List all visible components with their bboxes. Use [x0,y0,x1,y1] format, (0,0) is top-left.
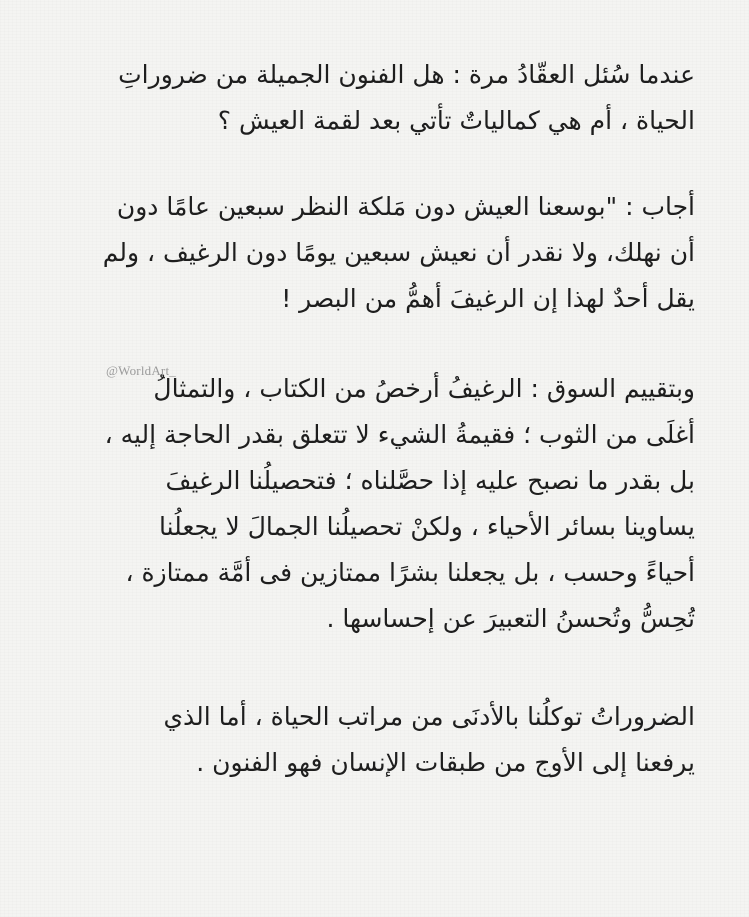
text-line: الحياة ، أم هي كمالياتٌ تأتي بعد لقمة العيش ؟ [217,106,695,135]
paragraph-gap [58,642,695,694]
text-line: بل بقدر ما نصبح عليه إذا حصَّلناه ؛ فتحصيلُنا الرغيفَ [165,466,695,495]
text-line: أحياءً وحسب ، بل يجعلنا بشرًا ممتازين فى أمَّة ممتازة ، [125,558,695,587]
paragraph-gap [58,144,695,184]
text-line: أجاب : "بوسعنا العيش دون مَلكة النظر سبعين عامًا دون [116,192,695,221]
text-line: يقل أحدٌ لهذا إن الرغيفَ أهمُّ من البصر ! [281,284,695,313]
text-line: عندما سُئل العقّادُ مرة : هل الفنون الجميلة من ضروراتِ [118,60,695,89]
text-line: تُحِسُّ وتُحسنُ التعبيرَ عن إحساسها . [326,604,695,633]
paragraph-market-value [58,366,695,642]
text-line: أن نهلك، ولا نقدر أن نعيش سبعين يومًا دون الرغيف ، ولم [102,238,695,267]
text-line: وبتقييم السوق : الرغيفُ أرخصُ من الكتاب ، والتمثالُ [153,374,695,403]
paragraph-conclusion [58,694,695,786]
text-line: يرفعنا إلى الأوج من طبقات الإنسان فهو الفنون . [196,748,695,777]
quote-text-block [58,52,695,786]
text-line: أغلَى من الثوب ؛ فقيمةُ الشيء لا تتعلق بقدر الحاجة إليه ، [104,420,695,449]
text-line: الضروراتُ توكلُنا بالأدنَى من مراتب الحياة ، أما الذي [163,702,695,731]
paragraph-question [58,52,695,144]
paragraph-answer [58,184,695,322]
watermark-handle: @WorldArt_ [106,363,176,378]
text-line: يساوينا بسائر الأحياء ، ولكنْ تحصيلُنا الجمالَ لا يجعلُنا [159,512,695,541]
paragraph-gap [58,322,695,366]
